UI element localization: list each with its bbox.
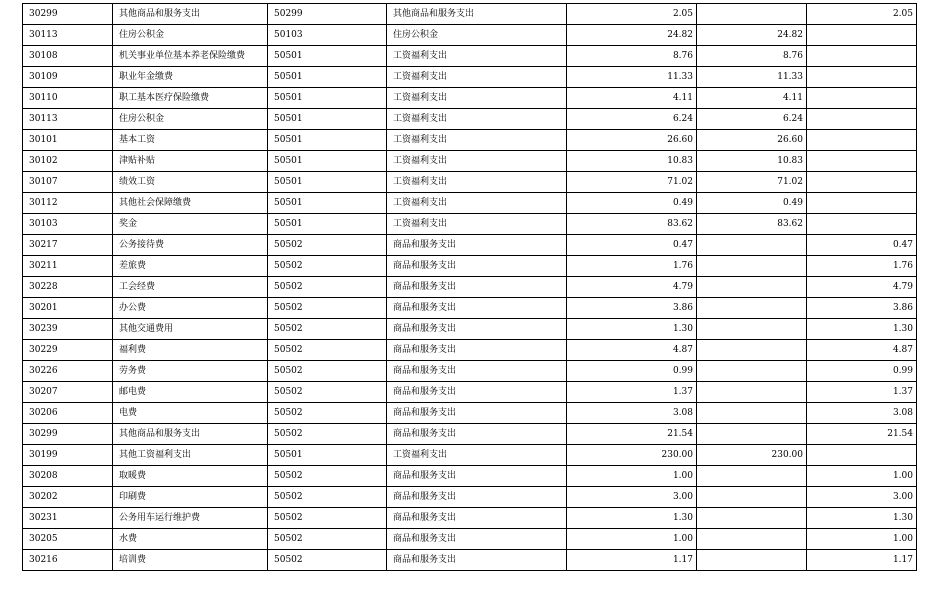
econ-class-code-cell: 30199 <box>23 445 113 466</box>
econ-class-name-cell: 津贴补贴 <box>113 151 268 172</box>
gov-econ-code-cell: 50501 <box>268 445 387 466</box>
econ-class-code-cell: 30103 <box>23 214 113 235</box>
gov-econ-code-cell: 50502 <box>268 256 387 277</box>
table-row <box>23 88 917 109</box>
gov-econ-name-cell: 工资福利支出 <box>387 88 567 109</box>
econ-class-name-cell: 绩效工资 <box>113 172 268 193</box>
public-amount-cell: 0.99 <box>807 361 917 382</box>
personnel-amount-cell: 71.02 <box>697 172 807 193</box>
personnel-amount-cell: 8.76 <box>697 46 807 67</box>
public-amount-cell: 3.86 <box>807 298 917 319</box>
econ-class-name-cell: 福利费 <box>113 340 268 361</box>
econ-class-code-cell: 30205 <box>23 529 113 550</box>
gov-econ-code-cell: 50502 <box>268 298 387 319</box>
public-amount-cell <box>807 445 917 466</box>
gov-econ-code-cell: 50502 <box>268 529 387 550</box>
personnel-amount-cell: 10.83 <box>697 151 807 172</box>
table-row <box>23 361 917 382</box>
gov-econ-code-cell: 50502 <box>268 424 387 445</box>
econ-class-code-cell: 30206 <box>23 403 113 424</box>
econ-class-name-cell: 公务接待费 <box>113 235 268 256</box>
personnel-amount-cell: 26.60 <box>697 130 807 151</box>
total-amount-cell: 4.79 <box>567 277 697 298</box>
gov-econ-name-cell: 工资福利支出 <box>387 172 567 193</box>
econ-class-code-cell: 30216 <box>23 550 113 571</box>
public-amount-cell <box>807 109 917 130</box>
table-row <box>23 466 917 487</box>
personnel-amount-cell <box>697 4 807 25</box>
total-amount-cell: 1.30 <box>567 319 697 340</box>
econ-class-code-cell: 30107 <box>23 172 113 193</box>
public-amount-cell <box>807 193 917 214</box>
econ-class-name-cell: 印刷费 <box>113 487 268 508</box>
personnel-amount-cell <box>697 403 807 424</box>
personnel-amount-cell <box>697 340 807 361</box>
econ-class-name-cell: 其他商品和服务支出 <box>113 4 268 25</box>
table-row <box>23 529 917 550</box>
econ-class-name-cell: 住房公积金 <box>113 109 268 130</box>
econ-class-code-cell: 30239 <box>23 319 113 340</box>
econ-class-code-cell: 30208 <box>23 466 113 487</box>
public-amount-cell: 3.08 <box>807 403 917 424</box>
total-amount-cell: 4.11 <box>567 88 697 109</box>
public-amount-cell <box>807 25 917 46</box>
total-amount-cell: 26.60 <box>567 130 697 151</box>
gov-econ-code-cell: 50502 <box>268 340 387 361</box>
total-amount-cell: 83.62 <box>567 214 697 235</box>
public-amount-cell: 1.37 <box>807 382 917 403</box>
total-amount-cell: 8.76 <box>567 46 697 67</box>
econ-class-name-cell: 其他社会保障缴费 <box>113 193 268 214</box>
public-amount-cell: 1.30 <box>807 319 917 340</box>
total-amount-cell: 230.00 <box>567 445 697 466</box>
table-row <box>23 508 917 529</box>
table-row <box>23 25 917 46</box>
econ-class-code-cell: 30228 <box>23 277 113 298</box>
econ-class-name-cell: 职业年金缴费 <box>113 67 268 88</box>
table-row <box>23 130 917 151</box>
econ-class-name-cell: 水费 <box>113 529 268 550</box>
total-amount-cell: 1.17 <box>567 550 697 571</box>
total-amount-cell: 0.47 <box>567 235 697 256</box>
gov-econ-code-cell: 50501 <box>268 172 387 193</box>
gov-econ-name-cell: 商品和服务支出 <box>387 361 567 382</box>
budget-table-sheet <box>22 3 916 571</box>
econ-class-name-cell: 取暖费 <box>113 466 268 487</box>
total-amount-cell: 1.76 <box>567 256 697 277</box>
total-amount-cell: 1.00 <box>567 466 697 487</box>
personnel-amount-cell <box>697 298 807 319</box>
budget-table-body <box>23 4 917 571</box>
gov-econ-code-cell: 50501 <box>268 88 387 109</box>
public-amount-cell: 21.54 <box>807 424 917 445</box>
table-row <box>23 214 917 235</box>
public-amount-cell: 1.76 <box>807 256 917 277</box>
table-row <box>23 382 917 403</box>
econ-class-code-cell: 30113 <box>23 109 113 130</box>
total-amount-cell: 4.87 <box>567 340 697 361</box>
gov-econ-code-cell: 50501 <box>268 130 387 151</box>
table-row <box>23 424 917 445</box>
econ-class-code-cell: 30231 <box>23 508 113 529</box>
gov-econ-code-cell: 50103 <box>268 25 387 46</box>
gov-econ-code-cell: 50501 <box>268 46 387 67</box>
gov-econ-code-cell: 50502 <box>268 361 387 382</box>
public-amount-cell <box>807 214 917 235</box>
gov-econ-code-cell: 50501 <box>268 109 387 130</box>
table-row <box>23 403 917 424</box>
econ-class-name-cell: 工会经费 <box>113 277 268 298</box>
gov-econ-name-cell: 商品和服务支出 <box>387 529 567 550</box>
total-amount-cell: 2.05 <box>567 4 697 25</box>
econ-class-code-cell: 30101 <box>23 130 113 151</box>
public-amount-cell <box>807 67 917 88</box>
gov-econ-name-cell: 其他商品和服务支出 <box>387 4 567 25</box>
personnel-amount-cell <box>697 256 807 277</box>
econ-class-name-cell: 其他工资福利支出 <box>113 445 268 466</box>
public-amount-cell: 1.00 <box>807 529 917 550</box>
econ-class-code-cell: 30207 <box>23 382 113 403</box>
gov-econ-code-cell: 50502 <box>268 319 387 340</box>
total-amount-cell: 1.00 <box>567 529 697 550</box>
public-amount-cell <box>807 130 917 151</box>
personnel-amount-cell <box>697 529 807 550</box>
econ-class-code-cell: 30229 <box>23 340 113 361</box>
gov-econ-name-cell: 商品和服务支出 <box>387 550 567 571</box>
public-amount-cell: 1.17 <box>807 550 917 571</box>
total-amount-cell: 24.82 <box>567 25 697 46</box>
gov-econ-name-cell: 工资福利支出 <box>387 67 567 88</box>
personnel-amount-cell: 6.24 <box>697 109 807 130</box>
table-row <box>23 67 917 88</box>
personnel-amount-cell: 230.00 <box>697 445 807 466</box>
econ-class-name-cell: 办公费 <box>113 298 268 319</box>
econ-class-name-cell: 机关事业单位基本养老保险缴费 <box>113 46 268 67</box>
table-row <box>23 46 917 67</box>
table-row <box>23 193 917 214</box>
total-amount-cell: 0.99 <box>567 361 697 382</box>
gov-econ-name-cell: 商品和服务支出 <box>387 277 567 298</box>
total-amount-cell: 3.00 <box>567 487 697 508</box>
gov-econ-code-cell: 50501 <box>268 151 387 172</box>
gov-econ-code-cell: 50502 <box>268 508 387 529</box>
table-row <box>23 256 917 277</box>
personnel-amount-cell: 24.82 <box>697 25 807 46</box>
econ-class-code-cell: 30110 <box>23 88 113 109</box>
gov-econ-name-cell: 商品和服务支出 <box>387 298 567 319</box>
gov-econ-code-cell: 50502 <box>268 487 387 508</box>
table-row <box>23 172 917 193</box>
total-amount-cell: 1.37 <box>567 382 697 403</box>
public-amount-cell: 0.47 <box>807 235 917 256</box>
personnel-amount-cell <box>697 319 807 340</box>
gov-econ-code-cell: 50501 <box>268 67 387 88</box>
gov-econ-name-cell: 工资福利支出 <box>387 445 567 466</box>
personnel-amount-cell <box>697 550 807 571</box>
econ-class-code-cell: 30299 <box>23 424 113 445</box>
personnel-amount-cell <box>697 487 807 508</box>
public-amount-cell: 1.00 <box>807 466 917 487</box>
gov-econ-name-cell: 商品和服务支出 <box>387 403 567 424</box>
public-amount-cell <box>807 46 917 67</box>
econ-class-name-cell: 差旅费 <box>113 256 268 277</box>
personnel-amount-cell <box>697 508 807 529</box>
econ-class-code-cell: 30226 <box>23 361 113 382</box>
public-amount-cell: 4.87 <box>807 340 917 361</box>
table-row <box>23 151 917 172</box>
public-amount-cell: 4.79 <box>807 277 917 298</box>
econ-class-name-cell: 培训费 <box>113 550 268 571</box>
gov-econ-name-cell: 工资福利支出 <box>387 151 567 172</box>
personnel-amount-cell <box>697 382 807 403</box>
gov-econ-code-cell: 50501 <box>268 214 387 235</box>
econ-class-code-cell: 30113 <box>23 25 113 46</box>
econ-class-code-cell: 30109 <box>23 67 113 88</box>
personnel-amount-cell <box>697 361 807 382</box>
econ-class-name-cell: 邮电费 <box>113 382 268 403</box>
budget-table <box>22 3 917 571</box>
table-row <box>23 298 917 319</box>
personnel-amount-cell <box>697 466 807 487</box>
table-row <box>23 445 917 466</box>
public-amount-cell: 3.00 <box>807 487 917 508</box>
gov-econ-code-cell: 50501 <box>268 193 387 214</box>
gov-econ-name-cell: 商品和服务支出 <box>387 319 567 340</box>
total-amount-cell: 21.54 <box>567 424 697 445</box>
gov-econ-code-cell: 50502 <box>268 550 387 571</box>
total-amount-cell: 0.49 <box>567 193 697 214</box>
personnel-amount-cell: 83.62 <box>697 214 807 235</box>
total-amount-cell: 71.02 <box>567 172 697 193</box>
personnel-amount-cell <box>697 277 807 298</box>
total-amount-cell: 1.30 <box>567 508 697 529</box>
gov-econ-name-cell: 商品和服务支出 <box>387 256 567 277</box>
gov-econ-name-cell: 商品和服务支出 <box>387 382 567 403</box>
public-amount-cell <box>807 88 917 109</box>
econ-class-code-cell: 30112 <box>23 193 113 214</box>
econ-class-name-cell: 职工基本医疗保险缴费 <box>113 88 268 109</box>
econ-class-code-cell: 30211 <box>23 256 113 277</box>
gov-econ-code-cell: 50502 <box>268 403 387 424</box>
table-row <box>23 550 917 571</box>
econ-class-name-cell: 公务用车运行维护费 <box>113 508 268 529</box>
econ-class-name-cell: 奖金 <box>113 214 268 235</box>
econ-class-name-cell: 住房公积金 <box>113 25 268 46</box>
econ-class-code-cell: 30102 <box>23 151 113 172</box>
personnel-amount-cell <box>697 424 807 445</box>
econ-class-code-cell: 30202 <box>23 487 113 508</box>
gov-econ-name-cell: 商品和服务支出 <box>387 235 567 256</box>
econ-class-code-cell: 30201 <box>23 298 113 319</box>
total-amount-cell: 3.08 <box>567 403 697 424</box>
econ-class-name-cell: 其他交通费用 <box>113 319 268 340</box>
gov-econ-code-cell: 50502 <box>268 235 387 256</box>
econ-class-name-cell: 劳务费 <box>113 361 268 382</box>
personnel-amount-cell: 0.49 <box>697 193 807 214</box>
gov-econ-name-cell: 工资福利支出 <box>387 214 567 235</box>
total-amount-cell: 3.86 <box>567 298 697 319</box>
gov-econ-name-cell: 商品和服务支出 <box>387 340 567 361</box>
gov-econ-name-cell: 工资福利支出 <box>387 46 567 67</box>
total-amount-cell: 10.83 <box>567 151 697 172</box>
econ-class-name-cell: 其他商品和服务支出 <box>113 424 268 445</box>
personnel-amount-cell <box>697 235 807 256</box>
econ-class-name-cell: 基本工资 <box>113 130 268 151</box>
total-amount-cell: 6.24 <box>567 109 697 130</box>
table-row <box>23 319 917 340</box>
econ-class-code-cell: 30108 <box>23 46 113 67</box>
public-amount-cell <box>807 151 917 172</box>
gov-econ-code-cell: 50502 <box>268 466 387 487</box>
gov-econ-code-cell: 50502 <box>268 382 387 403</box>
gov-econ-name-cell: 工资福利支出 <box>387 109 567 130</box>
econ-class-code-cell: 30217 <box>23 235 113 256</box>
gov-econ-code-cell: 50502 <box>268 277 387 298</box>
gov-econ-name-cell: 工资福利支出 <box>387 193 567 214</box>
gov-econ-name-cell: 商品和服务支出 <box>387 487 567 508</box>
table-row <box>23 340 917 361</box>
table-row <box>23 235 917 256</box>
public-amount-cell: 1.30 <box>807 508 917 529</box>
table-row <box>23 4 917 25</box>
table-row <box>23 109 917 130</box>
total-amount-cell: 11.33 <box>567 67 697 88</box>
table-row <box>23 277 917 298</box>
gov-econ-name-cell: 住房公积金 <box>387 25 567 46</box>
gov-econ-name-cell: 工资福利支出 <box>387 130 567 151</box>
gov-econ-name-cell: 商品和服务支出 <box>387 466 567 487</box>
gov-econ-code-cell: 50299 <box>268 4 387 25</box>
econ-class-name-cell: 电费 <box>113 403 268 424</box>
econ-class-code-cell: 30299 <box>23 4 113 25</box>
gov-econ-name-cell: 商品和服务支出 <box>387 508 567 529</box>
personnel-amount-cell: 11.33 <box>697 67 807 88</box>
table-row <box>23 487 917 508</box>
public-amount-cell: 2.05 <box>807 4 917 25</box>
gov-econ-name-cell: 商品和服务支出 <box>387 424 567 445</box>
personnel-amount-cell: 4.11 <box>697 88 807 109</box>
public-amount-cell <box>807 172 917 193</box>
